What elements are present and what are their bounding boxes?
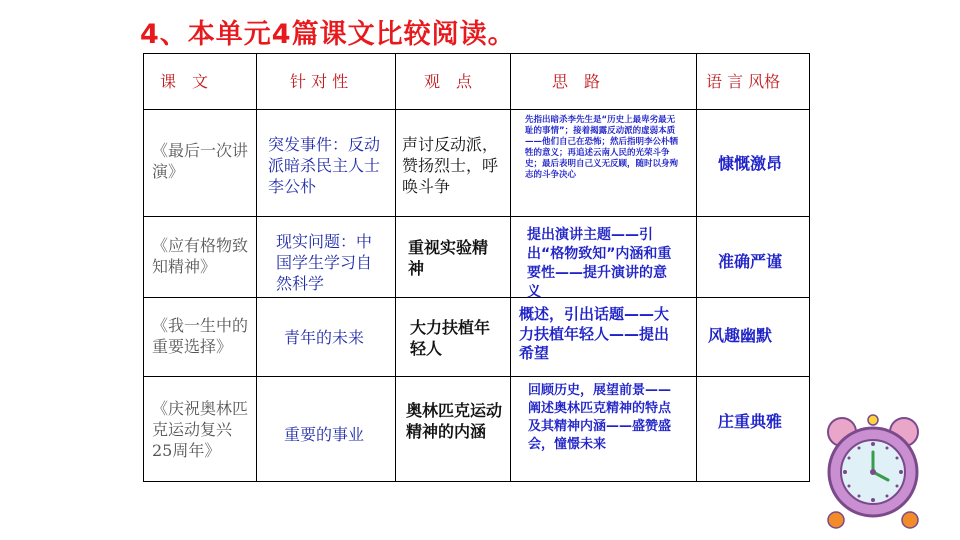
- row-3-path: 概述，引出话题——大力扶植年轻人——提出希望: [519, 305, 670, 362]
- header-view: 观 点: [424, 72, 473, 91]
- row-3-lesson: 《我一生中的重要选择》: [152, 316, 249, 356]
- row-2-style: 准确严谨: [718, 252, 783, 271]
- row-4-path: 回顾历史，展望前景——阐述奥林匹克精神的特点及其精神内涵——盛赞盛会，憧憬未来: [528, 383, 672, 452]
- row-1-target: 突发事件：反动派暗杀民主人士李公朴: [268, 135, 381, 196]
- row-3-target: 青年的未来: [284, 328, 365, 347]
- row-3-style: 风趣幽默: [708, 326, 773, 345]
- row-2-path: 提出演讲主题——引出“格物致知”内涵和重要性——提升演讲的意义: [527, 227, 672, 300]
- row-4-style: 庄重典雅: [718, 412, 783, 431]
- row-2-view: 重视实验精神: [408, 238, 489, 278]
- row-4-lesson: 《庆祝奥林匹克运动复兴25周年》: [152, 399, 249, 460]
- header-path: 思 路: [552, 72, 601, 91]
- row-2-lesson: 《应有格物致知精神》: [152, 236, 249, 276]
- row-1-lesson: 《最后一次讲演》: [152, 141, 249, 181]
- row-4-view: 奥林匹克运动精神的内涵: [406, 401, 503, 441]
- header-style: 语 言 风格: [706, 72, 781, 91]
- slide-title: 4、本单元4篇课文比较阅读。: [140, 19, 516, 50]
- row-1-style: 慷慨激昂: [718, 154, 783, 173]
- alarm-clock-icon: [818, 410, 928, 535]
- header-target: 针 对 性: [290, 72, 349, 91]
- row-1-path: 先指出暗杀李先生是“历史上最卑劣最无耻的事情”；接着揭露反动派的虚弱本质——他们自己在恐怖；然后指明李公朴牺牲的意义；再追述云南人民的光荣斗争史；最后表明自己义无反顾，随时以身殉志的斗争决心: [525, 115, 679, 181]
- header-lesson: 课 文: [160, 72, 209, 91]
- row-4-target: 重要的事业: [284, 425, 365, 444]
- row-3-view: 大力扶植年轻人: [410, 318, 491, 358]
- row-2-target: 现实问题：中国学生学习自然科学: [276, 232, 373, 293]
- row-1-view: 声讨反动派，赞扬烈士，呼唤斗争: [402, 135, 499, 196]
